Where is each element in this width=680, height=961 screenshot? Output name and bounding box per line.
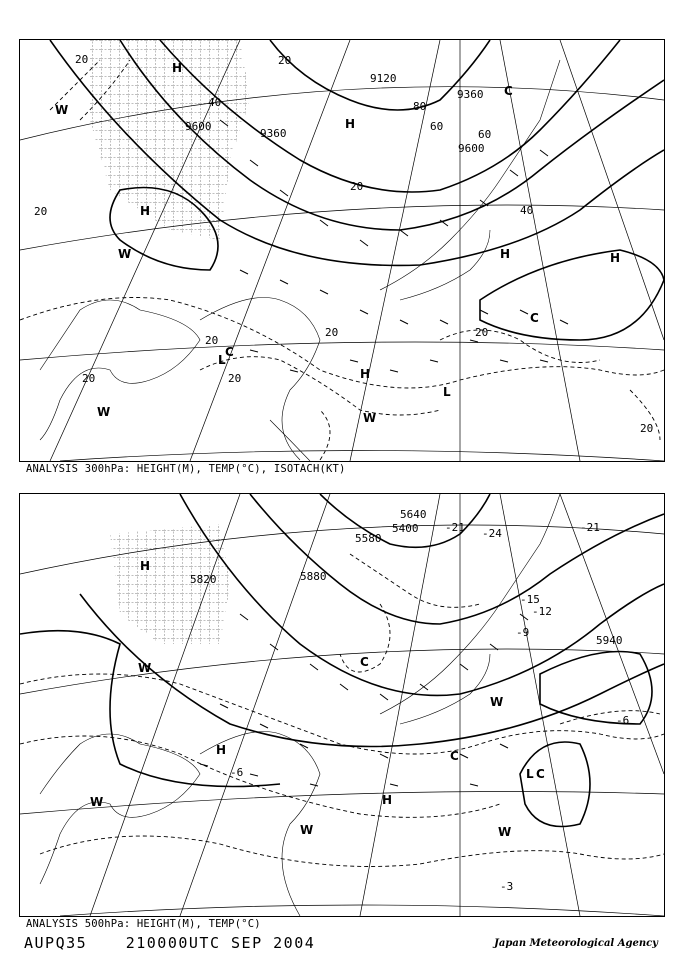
warm-marker: W [363, 411, 377, 425]
isotach-label: 60 [430, 120, 444, 133]
low-marker: L [218, 353, 226, 367]
wind-barbs [200, 614, 528, 786]
cold-marker: C [360, 655, 369, 669]
cold-marker: C [536, 767, 545, 781]
product-code: AUPQ35 [24, 934, 88, 952]
warm-marker: W [300, 823, 314, 837]
isotach-label: 20 [640, 422, 654, 435]
isotach-label: 20 [325, 326, 339, 339]
agency-credit: Japan Meteorological Agency [494, 938, 658, 949]
height-label: 5400 [392, 522, 419, 535]
isotach-label: 40 [208, 96, 222, 109]
temp-label: -6 [230, 766, 244, 779]
height-label: 5880 [300, 570, 327, 583]
temperature-contours [20, 554, 664, 867]
valid-time: 210000UTC SEP 2004 [125, 934, 316, 952]
isotach-label: 20 [278, 54, 292, 67]
isotach-label: 20 [34, 205, 48, 218]
cold-marker: C [225, 345, 234, 359]
isotach-label: 20 [475, 326, 489, 339]
height-label: 5640 [400, 508, 427, 521]
warm-marker: W [97, 405, 111, 419]
warm-marker: W [490, 695, 504, 709]
high-marker: H [360, 367, 371, 381]
map-300hpa [20, 40, 664, 461]
height-label: 5820 [190, 573, 217, 586]
temp-label: -21 [580, 521, 600, 534]
cold-marker: C [450, 749, 459, 763]
height-label: 9360 [457, 88, 484, 101]
height-label: 5940 [596, 634, 623, 647]
height-label: 9600 [458, 142, 485, 155]
high-marker: H [140, 204, 151, 218]
high-marker: H [140, 559, 151, 573]
caption-300hpa: ANALYSIS 300hPa: HEIGHT(M), TEMP(°C), ISOTACH(KT) [26, 463, 346, 475]
isotach-label: 40 [520, 204, 534, 217]
isotach-label: 20 [82, 372, 96, 385]
warm-marker: W [498, 825, 512, 839]
high-marker: H [345, 117, 356, 131]
product-header [24, 934, 343, 952]
isotach-label: 60 [478, 128, 492, 141]
cold-marker: C [504, 84, 513, 98]
high-marker: H [610, 251, 621, 265]
warm-marker: W [138, 661, 152, 675]
warm-marker: W [90, 795, 104, 809]
chart-panel-500hpa [19, 493, 665, 917]
isotach-label: 20 [228, 372, 242, 385]
isotach-label: 80 [413, 100, 427, 113]
low-marker: L [526, 767, 534, 781]
plateau-grid-region [90, 40, 250, 240]
high-marker: H [500, 247, 511, 261]
isotach-label: 20 [350, 180, 364, 193]
cold-marker: C [530, 311, 539, 325]
temp-label: -9 [516, 626, 530, 639]
low-marker: L [443, 385, 451, 399]
height-label: 5580 [355, 532, 382, 545]
chart-panel-300hpa [19, 39, 665, 462]
high-marker: H [382, 793, 393, 807]
temp-label: -24 [482, 527, 502, 540]
warm-marker: W [55, 103, 69, 117]
temp-label: -6 [616, 714, 630, 727]
temp-label: -12 [532, 605, 552, 618]
warm-marker: W [118, 247, 132, 261]
isotach-label: 20 [205, 334, 219, 347]
caption-500hpa: ANALYSIS 500hPa: HEIGHT(M), TEMP(°C) [26, 918, 261, 930]
map-500hpa [20, 494, 664, 916]
high-marker: H [172, 61, 183, 75]
isotach-label: 20 [75, 53, 89, 66]
high-marker: H [216, 743, 227, 757]
height-label: 9360 [260, 127, 287, 140]
temp-label: -15 [520, 593, 540, 606]
height-label: 9120 [370, 72, 397, 85]
temp-label: -21 [445, 521, 465, 534]
height-label: 9600 [185, 120, 212, 133]
temp-label: -3 [500, 880, 514, 893]
